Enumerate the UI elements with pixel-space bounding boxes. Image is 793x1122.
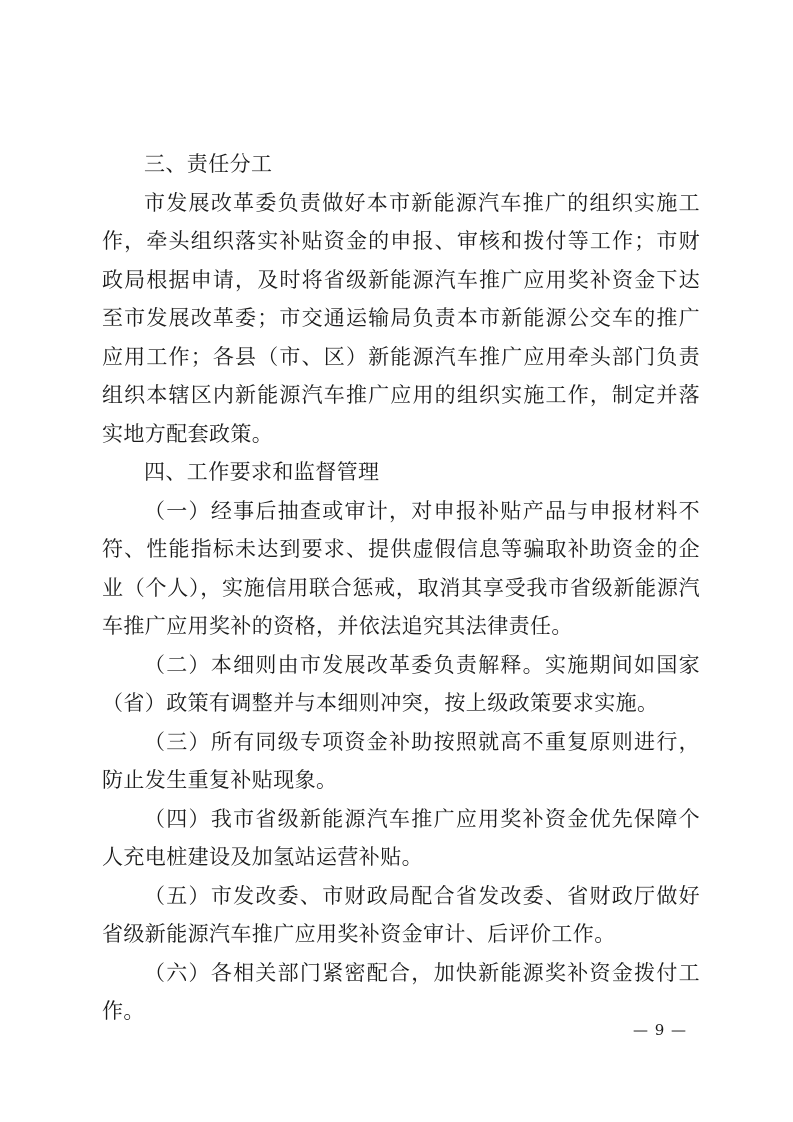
paragraph-responsibilities: 市发展改革委负责做好本市新能源汽车推广的组织实施工作，牵头组织落实补贴资金的申报、审核和拨付等工作；市财政局根据申请，及时将省级新能源汽车推广应用奖补资金下达至市发展改革委；市交通运输局负责本市新能源公交车的推广应用工作；各县（市、区）新能源汽车推广应用牵头部门负责组织本辖区内新能源汽车推广应用的组织实施工作，制定并落实地方配套政策。 [102, 190, 700, 446]
section-heading-responsibilities: 三、责任分工 [144, 152, 273, 176]
paragraph-item-2: （二）本细则由市发展改革委负责解释。实施期间如国家（省）政策有调整并与本细则冲突，按上级政策要求实施。 [102, 652, 700, 715]
section-heading-supervision: 四、工作要求和监督管理 [144, 460, 380, 484]
paragraph-item-5: （五）市发改委、市财政局配合省发改委、省财政厅做好省级新能源汽车推广应用奖补资金审计、后评价工作。 [102, 883, 700, 946]
document-body [102, 145, 700, 1031]
paragraph-item-3: （三）所有同级专项资金补助按照就高不重复原则进行，防止发生重复补贴现象。 [102, 729, 700, 792]
paragraph-item-4: （四）我市省级新能源汽车推广应用奖补资金优先保障个人充电桩建设及加氢站运营补贴。 [102, 806, 700, 869]
paragraph-item-1: （一）经事后抽查或审计，对申报补贴产品与申报材料不符、性能指标未达到要求、提供虚假信息等骗取补助资金的企业（个人），实施信用联合惩戒，取消其享受我市省级新能源汽车推广应用奖补的资格，并依法追究其法律责任。 [102, 498, 700, 638]
paragraph-item-6: （六）各相关部门紧密配合，加快新能源奖补资金拨付工作。 [102, 960, 700, 1023]
page-number: — 9 — [632, 1021, 688, 1039]
